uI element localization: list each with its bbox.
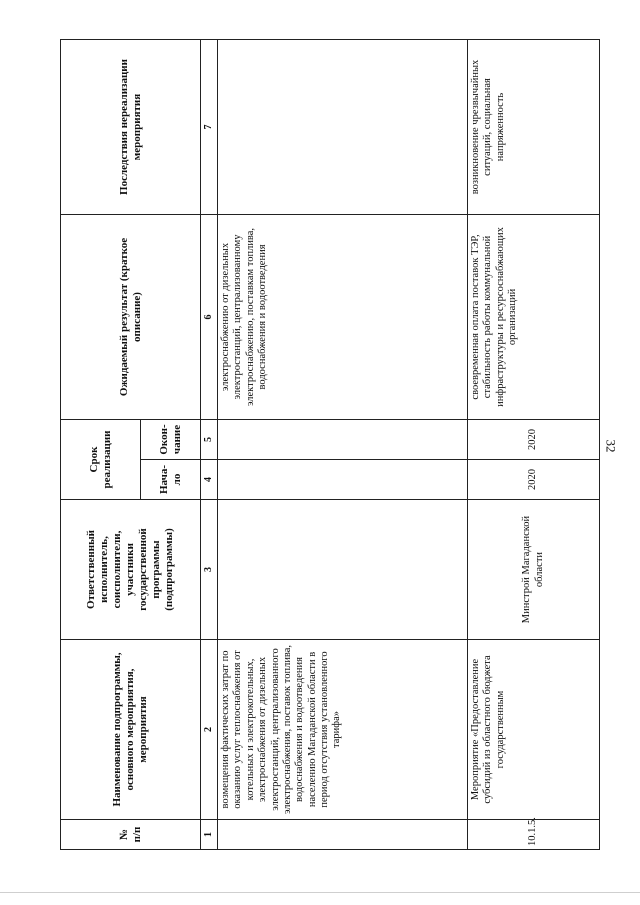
column-number: 3	[201, 500, 218, 640]
row-end: 2020	[468, 419, 600, 459]
row-result: своевременная оплата поставок ТЭР, стабильность работы коммунальной инфраструктуры и ресурсоснабжающих организаций	[468, 214, 600, 419]
table-row	[468, 39, 600, 849]
row-consequence	[218, 39, 468, 214]
column-number: 5	[201, 419, 218, 459]
header-result: Ожидаемый результат (краткое описание)	[61, 214, 201, 419]
header-num: № п/п	[61, 820, 201, 850]
row-name: возмещения фактических затрат по оказанию услуг теплоснабжения от котельных и электрокотельных, электроснабжения от дизельных электростанций, централизованного электроснабжения, поставок топлива, водоснабжения и водоотведения населению Магаданской области в период отсутствия установленного тарифа»	[218, 640, 468, 820]
header-executor: Ответственный исполнитель, соисполнители, участники государственной программы (подпрограммы)	[61, 500, 201, 640]
header-start: Нача-ло	[141, 460, 201, 500]
column-number: 1	[201, 820, 218, 850]
column-number: 2	[201, 640, 218, 820]
row-executor	[218, 500, 468, 640]
table-container	[60, 40, 600, 850]
row-executor: Минстрой Магаданской области	[468, 500, 600, 640]
program-table	[60, 39, 600, 850]
header-consequence: Последствия нереализации мероприятия	[61, 39, 201, 214]
header-end: Окон-чание	[141, 419, 201, 459]
row-result: электроснабжению от дизельных электростанций, централизованному электроснабжению, поставкам топлива, водоснабжения и водоотведения	[218, 214, 468, 419]
header-name: Наименование подпрограммы, основного мероприятия, мероприятия	[61, 640, 201, 820]
page-number: 32	[603, 439, 619, 453]
row-consequence: возникновение чрезвычайных ситуаций, социальная напряженность	[468, 39, 600, 214]
header-term: Срок реализации	[61, 419, 141, 499]
row-start	[218, 460, 468, 500]
column-number: 6	[201, 214, 218, 419]
row-start: 2020	[468, 460, 600, 500]
column-number: 7	[201, 39, 218, 214]
scan-edge	[0, 892, 640, 893]
row-num	[218, 820, 468, 850]
row-num: 10.1.5.	[468, 820, 600, 850]
table-row	[218, 39, 468, 849]
row-end	[218, 419, 468, 459]
row-name: Мероприятие «Предоставление субсидий из областного бюджета государственным	[468, 640, 600, 820]
column-number: 4	[201, 460, 218, 500]
